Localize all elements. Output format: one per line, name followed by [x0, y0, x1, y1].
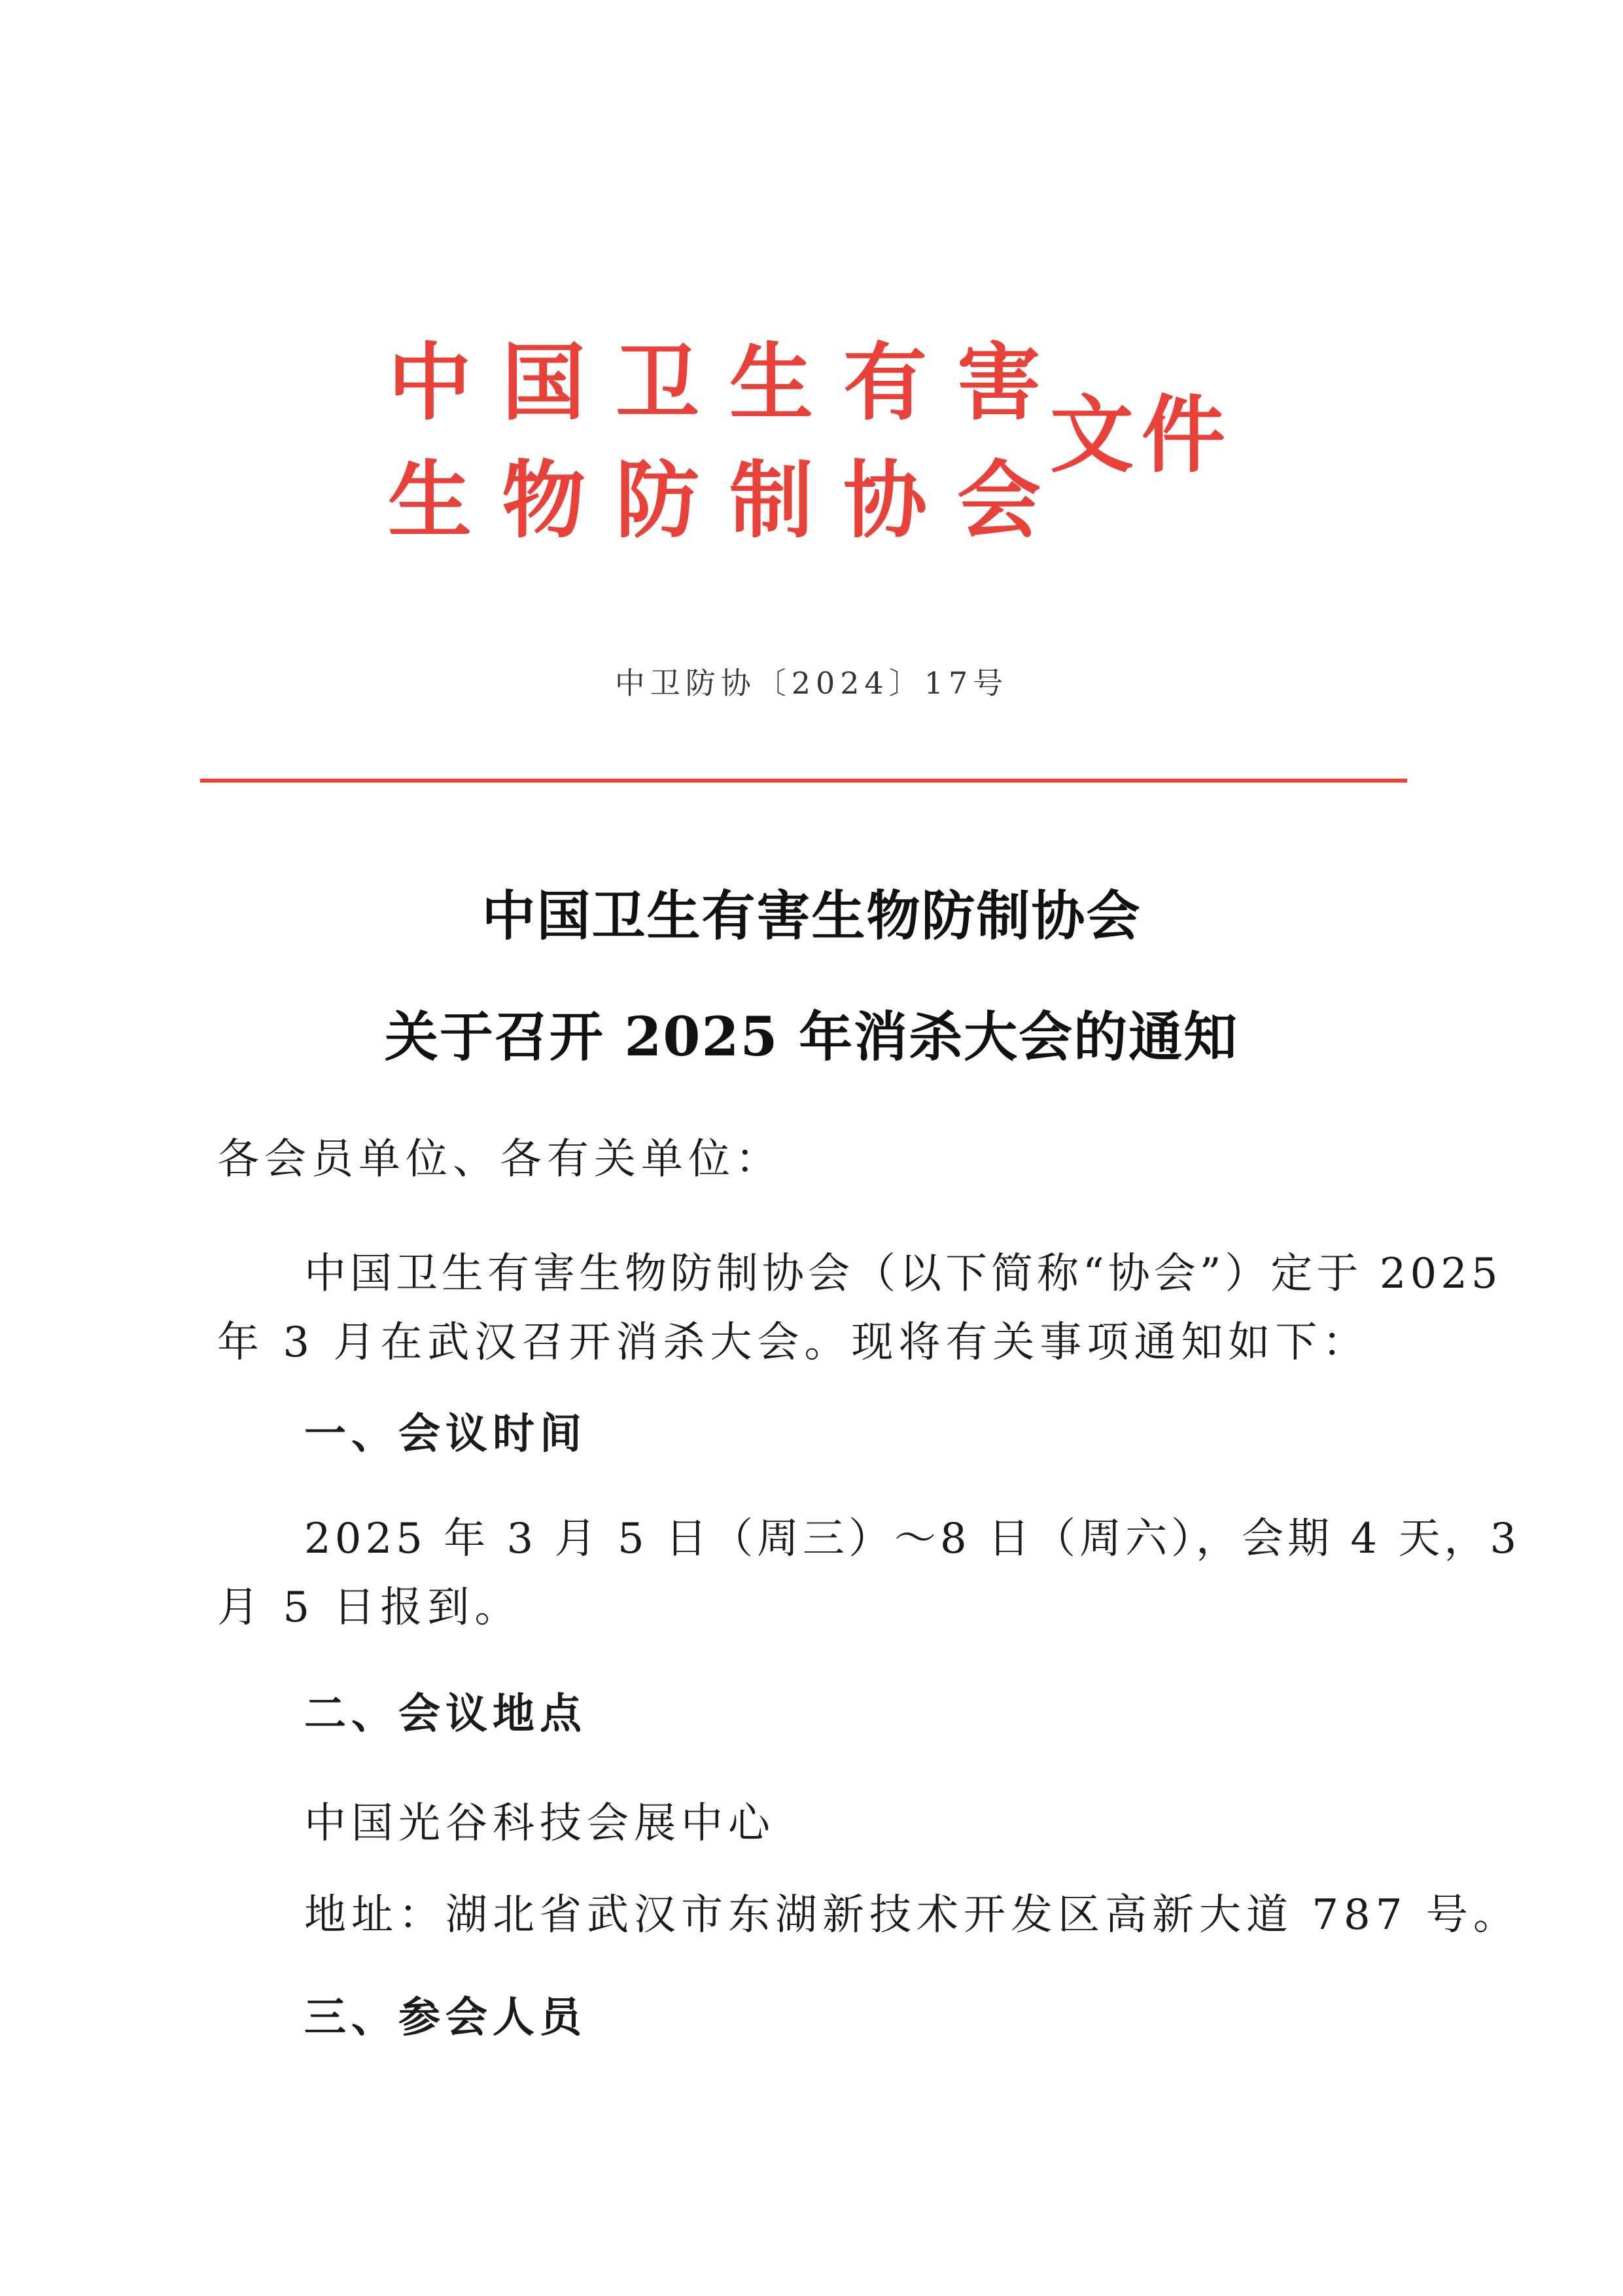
section-heading-venue: 二、会议地点: [304, 1689, 587, 1739]
salutation: 各会员单位、各有关单位：: [217, 1135, 782, 1184]
masthead-organization: [373, 324, 1041, 559]
venue-name: 中国光谷科技会展中心: [304, 1799, 775, 1848]
masthead-char: 协: [843, 451, 927, 550]
masthead-char: 制: [729, 451, 813, 550]
section-heading-attendees: 三、参会人员: [304, 1993, 587, 2042]
intro-line-1: 中国卫生有害生物防制协会（以下简称“协会”）定于 2025: [304, 1250, 1502, 1298]
masthead-char: 生: [387, 451, 472, 550]
masthead-char: 卫: [615, 334, 699, 432]
time-line-2: 月 5 日报到。: [217, 1583, 522, 1632]
intro-line-2: 年 3 月在武汉召开消杀大会。现将有关事项通知如下：: [217, 1318, 1370, 1367]
time-line-1: 2025 年 3 月 5 日（周三）～8 日（周六），会期 4 天，3: [304, 1515, 1521, 1563]
masthead-char: 生: [729, 334, 813, 432]
masthead-char: 中: [387, 334, 472, 432]
red-divider: [200, 779, 1407, 783]
venue-address: 地址：湖北省武汉市东湖新技术开发区高新大道 787 号。: [304, 1891, 1520, 1939]
masthead-line-2: [373, 442, 1041, 559]
masthead-suffix: 文件: [1050, 386, 1234, 484]
masthead-line-1: [373, 324, 1041, 442]
document-number: 中卫防协〔2024〕17号: [614, 665, 1009, 701]
title-line-1: 中国卫生有害生物防制协会: [481, 885, 1142, 947]
masthead-char: 物: [501, 451, 585, 550]
masthead-char: 国: [501, 334, 585, 432]
title-line-2: 关于召开 2025 年消杀大会的通知: [384, 1006, 1239, 1069]
masthead-char: 会: [956, 451, 1041, 550]
masthead-char: 有: [843, 334, 927, 432]
masthead-char: 害: [956, 334, 1041, 432]
masthead-char: 防: [615, 451, 699, 550]
section-heading-time: 一、会议时间: [304, 1409, 587, 1458]
